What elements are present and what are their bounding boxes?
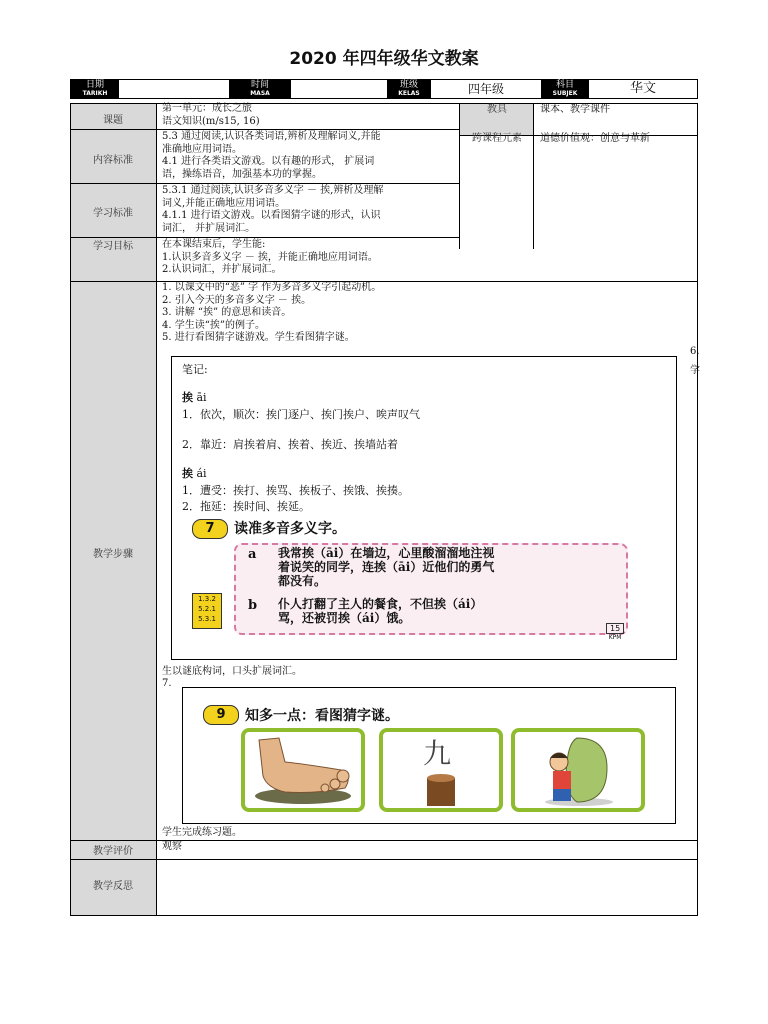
teaching-steps-label: 教学步骤 xyxy=(93,549,133,560)
header-row xyxy=(70,79,698,99)
riddle-character: 九 xyxy=(423,737,452,770)
class-value: 四年级 xyxy=(467,82,504,96)
learning-standard-label: 学习标准 xyxy=(93,208,133,219)
step6-number: 6. xyxy=(690,346,700,357)
time-label: 时间 MASA xyxy=(229,80,291,98)
topic-value: 第一单元：成长之旅 语文知识(m/s15, 16) xyxy=(162,103,260,127)
evaluation-value: 观察 xyxy=(162,841,182,852)
ai1-meaning-1: 1．依次，顺次：挨门逐户、挨门挨户、唉声叹气 xyxy=(182,408,420,421)
exercise-number-badge: 7 xyxy=(192,519,228,539)
cross-curricular-value: 道德价值观：创意与革新 xyxy=(540,133,650,144)
riddle-picture-foot xyxy=(241,728,365,812)
riddle-picture-stump xyxy=(379,728,503,812)
notes-box xyxy=(171,356,677,660)
class-label: 班级 KELAS xyxy=(387,80,431,98)
cross-curricular-label: 跨课程元素 xyxy=(472,133,522,144)
page-title: 2020 年四年级华文教案 xyxy=(289,49,479,69)
page-number: 15 KPM xyxy=(606,623,624,641)
item-b-label: b xyxy=(248,598,258,613)
exercise-number-badge: 9 xyxy=(203,705,239,725)
learning-objective-label: 学习目标 xyxy=(93,241,133,252)
standard-codes: 1.3.2 5.2.1 5.3.1 xyxy=(192,593,222,629)
textbook-exercise-7 xyxy=(192,517,640,641)
char-ai1: 挨 āi xyxy=(182,391,207,404)
learning-standard-value: 5.3.1 通过阅读,认识多音多义字 － 挨,辨析及理解 词义,并能正确地应用词语。 4.1.1 进行语文游戏。以看图猜字谜的形式，认识 词汇， 并扩展词汇。 xyxy=(162,185,384,234)
ai2-meaning-1: 1．遭受：挨打、挨骂、挨板子、挨饿、挨揍。 xyxy=(182,484,409,497)
ai2-meaning-2: 2．拖延：挨时间、挨延。 xyxy=(182,500,310,513)
item-b-text: 仆人打翻了主人的餐食，不但挨（ái） 骂，还被罚挨（ái）饿。 xyxy=(278,597,483,625)
step6-cut-text: 学 xyxy=(690,365,700,376)
exercise-title: 读准多音多义字。 xyxy=(234,521,346,537)
exercise-title: 知多一点：看图猜字谜。 xyxy=(245,708,399,724)
lesson-table xyxy=(70,103,698,916)
after-notes-text: 生以谜底构词，口头扩展词汇。 xyxy=(162,666,302,677)
textbook-exercise-9 xyxy=(182,687,676,824)
learning-objective-value: 在本课结束后，学生能: 1.认识多音多义字 － 挨，并能正确地应用词语。 2.认识词汇，并扩展词汇。 xyxy=(162,239,378,275)
exercise-text: 学生完成练习题。 xyxy=(162,827,242,838)
reflection-label: 教学反思 xyxy=(93,881,133,892)
notes-heading: 笔记: xyxy=(182,363,208,376)
subject-value: 华文 xyxy=(629,81,656,96)
content-standard-value: 5.3 通过阅读,认识各类词语,辨析及理解词义,并能 准确地应用词语。 4.1 进行各类语文游戏。以有趣的形式， 扩展词 语，操练语音，加强基本功的掌握。 xyxy=(162,131,381,180)
ai1-meaning-2: 2．靠近：肩挨着肩、挨着、挨近、挨墙站着 xyxy=(182,438,398,451)
topic-label: 课题 xyxy=(103,115,123,126)
content-standard-label: 内容标准 xyxy=(93,155,133,166)
date-label: 日期 TARIKH xyxy=(71,80,119,98)
aids-value: 课本、教学课件 xyxy=(540,104,610,115)
riddle-picture-boy xyxy=(511,728,645,812)
char-ai2: 挨 ái xyxy=(182,467,207,480)
evaluation-label: 教学评价 xyxy=(93,846,133,857)
aids-label: 教具 xyxy=(487,104,507,115)
teaching-steps-list: 1. 以课文中的“恶” 字 作为多音多义字引起动机。 2. 引入今天的多音多义字 － 挨。 3. 讲解 “挨” 的意思和读音。 4. 学生读“挨”的例子。 5. 进行看图猜字谜游戏。学生看图猜字谜。 xyxy=(162,282,382,343)
time-value xyxy=(291,80,387,98)
item-a-text: 我常挨（āi）在墙边，心里酸溜溜地注视 着说笑的同学，连挨（āi）近他们的勇气 都没有。 xyxy=(278,546,495,588)
date-value xyxy=(119,80,229,98)
subject-label: 科目 SUBJEK xyxy=(541,80,589,98)
item-a-label: a xyxy=(248,547,257,562)
step7-number: 7. xyxy=(162,678,172,689)
